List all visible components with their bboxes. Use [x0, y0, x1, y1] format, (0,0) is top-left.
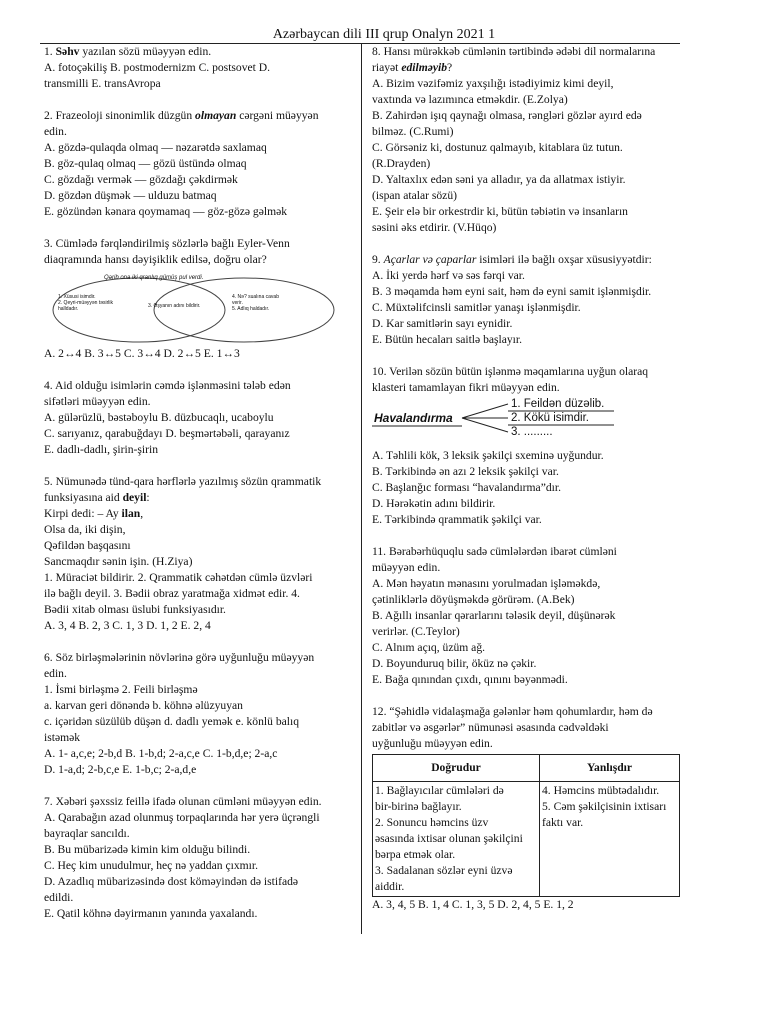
question-10: 10. Verilən sözün bütün işlənmə məqamlarına uyğun olaraq klasteri tamamlayan fikri müəyyən edin. Havalandırma 1. Feildən düzəlib. 2. Kökü isimdir. 3. ......... A. Təhlili kök, 3 leksik şəkilçi sxeminə uyğundur. B. Tərkibində ən azı 2 leksik şəkilçi var. C. Başlanğıc forması “havalandırma”dır. D. Hərəkətin adını bildirir. E. Tərkibində qrammatik şəkilçi var. — [372, 364, 680, 528]
venn-center-text: 3. Əşyanın adını bildirir. — [148, 303, 201, 309]
cluster-item: 2. Kökü isimdir. — [511, 412, 589, 424]
option-line: C. Müxtəlifcinsli samitlər yanaşı işlənmişdir. — [372, 301, 581, 314]
cluster-word: Havalandırma — [374, 411, 453, 425]
option-line: B. Tərkibində ən azı 2 leksik şəkilçi var. — [372, 465, 559, 478]
option-line: A. gülərüzlü, bəstəboylu B. düzbucaqlı, ucaboylu — [44, 411, 274, 424]
question-5: 5. Nümunədə tünd-qara hərflərlə yazılmış sözün qrammatik funksiyasına aid deyil: Kirpi dedi: – Ay ilan, Olsa da, iki dişin, Qəfildən başqasını Sancmaqdır sənin işin. (H.Ziya) 1. Müraciət bildirir. 2. Qrammatik cəhətdən cümlə üzvləri ilə bağlı deyil. 3. Bədii obraz yaratmağa xidmət edir. 4. Bədii xitab olması üslubi funksiyasıdır. A. 3, 4 B. 2, 3 C. 1, 3 D. 1, 2 E. 2, 4 — [44, 474, 352, 634]
answer-options: A. 1- a,c,e; 2-b,d B. 1-b,d; 2-a,c,e C. 1-b,d,e; 2-a,c — [44, 747, 278, 760]
question-6: 6. Söz birləşmələrinin növlərinə görə uyğunluğu müəyyən edin. 1. İsmi birləşmə 2. Feili birləşmə a. karvan geri dönəndə b. köhnə əlüzyuyan c. içəridən süzülüb düşən d. dadlı yemək e. könlü balıq istəmək A. 1- a,c,e; 2-b,d B. 1-b,d; 2-a,c,e C. 1-b,d,e; 2-a,c D. 1-a,d; 2-b,c,e E. 1-b,c; 2-a,d,e — [44, 650, 352, 778]
option-line: B. göz-qulaq olmaq — gözü üstündə olmaq — [44, 157, 247, 170]
option-line: B. 3 məqamda həm eyni sait, həm də eyni samit işlənmişdir. — [372, 285, 652, 298]
question-4: 4. Aid olduğu isimlərin cəmdə işlənməsini tələb edən sifətləri müəyyən edin. A. gülərüzlü, bəstəboylu B. düzbucaqlı, ucaboylu C. sarıyanız, qarabuğdayı D. beşmərtəbəli, qarayanız E. dadlı-dadlı, şirin-şirin — [44, 378, 352, 458]
table-cell-true: 1. Bağlayıcılar cümlələri də bir-birinə bağlayır. 2. Sonuncu həmcins üzv əsasında ixtisar olunan şəkilçini bərpa etmək olar. 3. Sadalanan sözlər eyni üzvə aiddir. — [373, 782, 540, 897]
answer-options: D. 1-a,d; 2-b,c,e E. 1-b,c; 2-a,d,e — [44, 763, 197, 776]
option-line: D. Hərəkətin adını bildirir. — [372, 497, 496, 510]
column-divider — [361, 44, 362, 934]
option-line: E. Tərkibində qrammatik şəkilçi var. — [372, 513, 542, 526]
venn-diagram — [44, 270, 344, 346]
answer-options: A. 3, 4 B. 2, 3 C. 1, 3 D. 1, 2 E. 2, 4 — [44, 619, 211, 632]
question-1: 1. Səhv yazılan sözü müəyyən edin. A. fotoçəkiliş B. postmodernizm C. postsovet D. transmilli E. transAvropa — [44, 44, 352, 92]
venn-left-text: 1. Xüsusi isimdir. 2. Qeyri-müəyyən təsirlik halldadır. — [58, 294, 114, 312]
true-false-table — [372, 754, 680, 897]
question-12: 12. “Şəhidlə vidalaşmağa gələnlər həm qohumlardır, həm də zabitlər və əsgərlər” nümunəsi əsasında cədvəldəki uyğunluğu müəyyən edin. Doğrudur Yanlışdır 1. Bağlayıcılar cümlələri də bir-birinə bağlayır. 2. Sonuncu həmcins üzv əsasında ixtisar olunan şəkilçini bərpa etmək olar. 3. Sadalanan sözlər eyni üzvə aiddir. 4. Həmcins mübtədalıdır. 5. Cəm şəkilçisinin ixtisarı faktı var. A. 3, 4, 5 B. 1, 4 C. 1, 3, 5 D. 2, 4, 5 E. 1, 2 — [372, 704, 680, 913]
right-column — [372, 44, 680, 929]
option-line: A. İki yerdə hərf və səs fərqi var. — [372, 269, 525, 282]
option-line: C. gözdağı vermək — gözdağı çəkdirmək — [44, 173, 238, 186]
option-line: C. sarıyanız, qarabuğdayı D. beşmərtəbəli, qarayanız — [44, 427, 290, 440]
option-line: transmilli E. transAvropa — [44, 77, 161, 90]
option-line: A. gözdə-qulaqda olmaq — nəzarətdə saxlamaq — [44, 141, 267, 154]
option-line: E. gözündən kənara qoymamaq — göz-gözə gəlmək — [44, 205, 288, 218]
cluster-diagram — [372, 398, 672, 444]
left-column — [44, 44, 352, 938]
question-9: 9. Açarlar və çaparlar isimləri ilə bağlı oxşar xüsusiyyətdir: A. İki yerdə hərf və səs fərqi var. B. 3 məqamda həm eyni sait, həm də eyni samit işlənmişdir. C. Müxtəlifcinsli samitlər yanaşı işlənmişdir. D. Kar samitlərin sayı eynidir. E. Bütün hecaları saitlə başlayır. — [372, 252, 680, 348]
venn-caption: Qərib ona iki qranlıq gümüş pul verdi. — [104, 275, 204, 281]
option-line: E. Bütün hecaları saitlə başlayır. — [372, 333, 523, 346]
cluster-item: 1. Feildən düzəlib. — [511, 398, 605, 410]
question-7: 7. Xəbəri şəxssiz feillə ifadə olunan cümləni müəyyən edin. A. Qarabağın azad olunmuş torpaqlarında hər yerə üçrəngli bayraqlar sancıldı. B. Bu mübarizədə kimin kim olduğu bilindi. C. Heç kim unudulmur, heç nə yaddan çıxmır. D. Azadlıq mübarizəsində dost köməyindən də istifadə edildi. E. Qatil köhnə dəyirmanın yanında yaxalandı. — [44, 795, 322, 920]
page-title: Azərbaycan dili III qrup Onalyn 2021 1 — [272, 27, 496, 42]
table-header-true: Doğrudur — [373, 755, 540, 782]
answer-options: A. 3, 4, 5 B. 1, 4 C. 1, 3, 5 D. 2, 4, 5 E. 1, 2 — [372, 898, 574, 911]
question-3: 3. Cümlədə fərqləndirilmiş sözlərlə bağlı Eyler-Venn diaqramında hansı dəyişiklik edilsə, doğru olar? Qərib ona iki qranlıq gümüş pul verdi. 1. Xüsusi isimdir. 2. Qeyri-müəyyən təsirlik halldadır. 3. Əşyanın adını bildirir. 4. Nə? sualına cavab verir. 5. Adlıq haldadır. A. 2↔4 B. 3↔5 C. 3↔4 D. 2↔5 E. 1↔3 — [44, 236, 352, 362]
option-line: E. dadlı-dadlı, şirin-şirin — [44, 443, 158, 456]
option-line: D. gözdən düşmək — ulduzu batmaq — [44, 189, 217, 202]
answer-options: A. 2↔4 B. 3↔5 C. 3↔4 D. 2↔5 E. 1↔3 — [44, 347, 240, 360]
table-cell-false: 4. Həmcins mübtədalıdır. 5. Cəm şəkilçisinin ixtisarı faktı var. — [540, 782, 680, 897]
option-line: A. fotoçəkiliş B. postmodernizm C. postsovet D. — [44, 61, 271, 74]
option-line: A. Təhlili kök, 3 leksik şəkilçi sxeminə uyğundur. — [372, 449, 604, 462]
cluster-item: 3. ......... — [511, 426, 553, 438]
question-11: 11. Bərabərhüquqlu sadə cümlələrdən ibarət cümləni müəyyən edin. A. Mən həyatın mənasını yorulmadan işləməkdə, çətinliklərlə döyüşməkdə görürəm. (A.Bek) B. Ağıllı insanlar qərarlarını tələsik deyil, düşünərək verirlər. (C.Teylor) C. Alnım açıq, üzüm ağ. D. Boyunduruq bilir, öküz nə çəkir. E. Bağa qınından çıxdı, qınını bəyənmədi. — [372, 545, 617, 686]
table-header-false: Yanlışdır — [540, 755, 680, 782]
question-2: 2. Frazeoloji sinonimlik düzgün olmayan cərgəni müəyyən edin. A. gözdə-qulaqda olmaq — nəzarətdə saxlamaq B. göz-qulaq olmaq — gözü üstündə olmaq C. gözdağı vermək — gözdağı çəkdirmək D. gözdən düşmək — ulduzu batmaq E. gözündən kənara qoymamaq — göz-gözə gəlmək — [44, 108, 352, 220]
option-line: D. Kar samitlərin sayı eynidir. — [372, 317, 513, 330]
question-8: 8. Hansı mürəkkəb cümlənin tərtibində ədəbi dil normalarına riayət edilməyib? A. Bizim vəzifəmiz yaxşılığı istədiyimiz kimi deyil, vaxtında və lazımınca etməkdir. (E.Zolya) B. Zahirdən işıq qaynağı olmasa, rəngləri gözlər ayırd edə bilməz. (C.Rumi) C. Görsəniz ki, dostunuz qalmayıb, kitablara üz tutun. (R.Drayden) D. Yaltaxlıx edən səni ya alladır, ya da allatmax istiyir. (ispan atalar sözü) E. Şeir elə bir orkestrdir ki, bütün təbiətin və insanların səsini əks etdirir. (V.Hüqo) — [372, 45, 656, 234]
option-line: C. Başlanğıc forması “havalandırma”dır. — [372, 481, 561, 494]
venn-right-text: 4. Nə? sualına cavab verir. 5. Adlıq haldadır. — [232, 294, 279, 312]
